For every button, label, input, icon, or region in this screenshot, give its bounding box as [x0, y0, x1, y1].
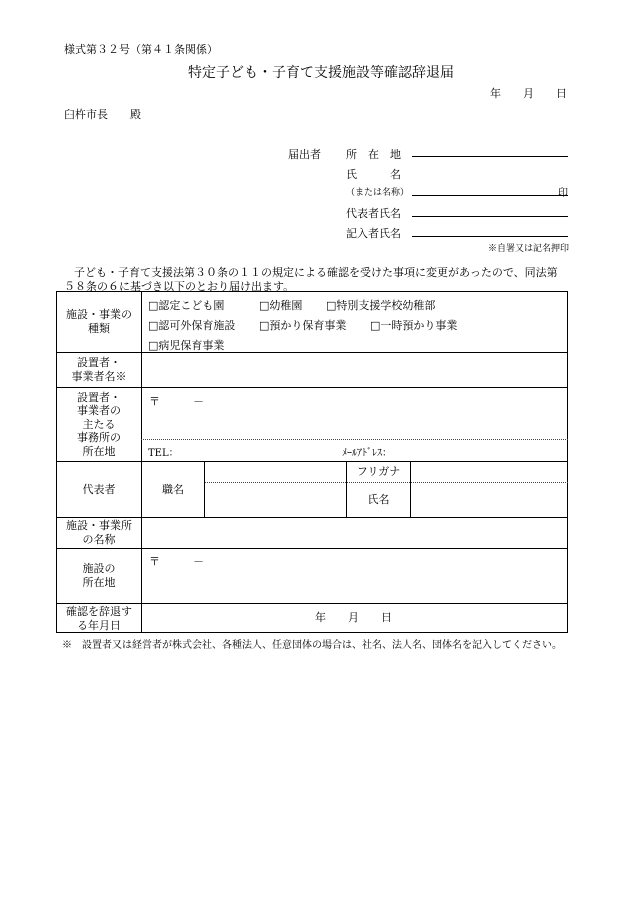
checkbox-ichiji-azukari[interactable]: □一時預かり事業 [370, 319, 458, 332]
applicant-address-field[interactable] [412, 156, 568, 157]
rep-name-label-cell: 氏名 [367, 493, 390, 506]
applicant-address-label: 所 在 地 [346, 148, 401, 161]
seal-mark: 印 [558, 188, 568, 199]
checkbox-ninkagai-hoiku[interactable]: □認可外保育施設 [148, 319, 236, 332]
founder-postal-mark: 〒 － [149, 395, 204, 408]
job-title-label: 職名 [162, 482, 184, 496]
checkbox-tokubetsu-shien[interactable]: □特別支援学校幼稚部 [326, 299, 436, 312]
founder-address-field[interactable] [142, 406, 567, 438]
addressee: 臼杵市長 殿 [64, 108, 141, 121]
founder-name-field[interactable] [142, 353, 567, 387]
facility-name-field[interactable] [142, 518, 567, 548]
checkbox-youchien[interactable]: □幼稚園 [259, 299, 303, 312]
withdraw-date-value[interactable]: 年 月 日 [315, 611, 392, 624]
rep-name-label: 代表者氏名 [346, 207, 401, 220]
facility-type-label: 施設・事業の 種類 [66, 308, 132, 335]
intro-line-1: 子ども・子育て支援法第３０条の１１の規定による確認を受けた事項に変更があったので、同法第 [74, 266, 558, 279]
applicant-alt-name-label: （または名称） [346, 188, 410, 198]
date-line: 年 月 日 [490, 87, 567, 100]
writer-name-label: 記入者氏名 [346, 227, 401, 240]
job-title-field[interactable] [205, 462, 346, 517]
form-title: 特定子ども・子育て支援施設等確認辞退届 [188, 65, 454, 81]
applicant-section-label: 届出者 [288, 148, 321, 161]
facility-postal-mark: 〒 － [149, 555, 204, 568]
checkbox-azukari-hoiku[interactable]: □預かり保育事業 [259, 319, 347, 332]
furigana-label: フリガナ [356, 465, 401, 478]
writer-name-field[interactable] [412, 236, 568, 237]
checkbox-kodomoen[interactable]: □認定こども園 [148, 299, 225, 312]
rep-name-field[interactable] [412, 216, 568, 217]
form-number: 様式第３２号（第４１条関係） [64, 43, 218, 56]
email-label: ﾒｰﾙｱﾄﾞﾚｽ： [342, 448, 392, 459]
rep-name-cell-field[interactable] [411, 462, 567, 517]
applicant-name-label: 氏 名 [346, 168, 401, 181]
facility-address-field[interactable] [142, 566, 567, 602]
withdraw-date-label: 確認を辞退す る年月日 [66, 604, 132, 632]
representative-label: 代表者 [82, 482, 116, 496]
founder-address-label: 設置者・ 事業者の 主たる 事務所の 所在地 [77, 390, 121, 458]
tel-label: TEL： [148, 448, 179, 459]
applicant-name-field[interactable] [412, 195, 568, 196]
facility-address-label: 施設の 所在地 [82, 562, 116, 589]
checkbox-byouji-hoiku[interactable]: □病児保育事業 [148, 339, 225, 352]
signature-note: ※自署又は記名押印 [488, 244, 570, 254]
footnote: ※ 設置者又は経営者が株式会社、各種法人、任意団体の場合は、社名、法人名、団体名を記入してください。 [62, 640, 562, 651]
intro-line-2: ５８条の６に基づき以下のとおり届け出ます。 [64, 280, 295, 293]
facility-name-label: 施設・事業所 の名称 [66, 519, 132, 546]
founder-name-label: 設置者・ 事業者名※ [71, 356, 127, 383]
